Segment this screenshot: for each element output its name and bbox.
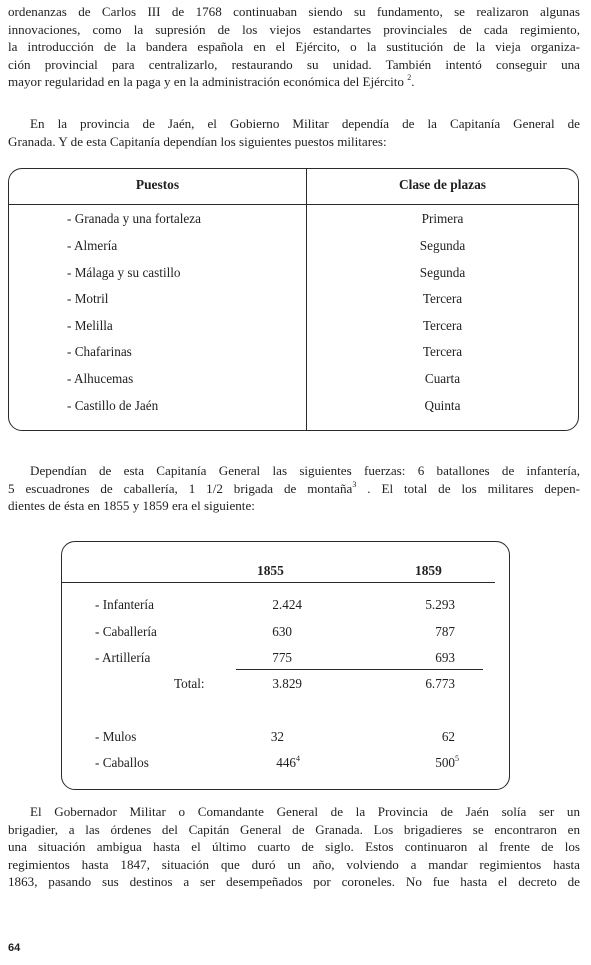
value-1859: 787 xyxy=(435,624,455,639)
value-1859: 62 xyxy=(441,729,455,744)
puestos-header: Puestos xyxy=(135,177,180,192)
text-line: dientes de ésta en 1855 y 1859 era el siguiente: xyxy=(8,498,255,513)
row-label: - Caballería xyxy=(95,624,157,639)
value-text: 446 xyxy=(276,755,296,770)
text-fragment: mayor regularidad en la paga y en la administración económica del Ejército xyxy=(8,74,404,89)
puesto-cell: - Granada y una fortaleza xyxy=(67,211,201,226)
puestos-table xyxy=(8,168,579,431)
header-rule xyxy=(62,582,495,583)
value-1855: 2.424 xyxy=(272,597,302,612)
text-line: brigadier, a las órdenes del Capitán General de Granada. Los brigadieres se encontraron en xyxy=(8,821,580,837)
puesto-cell: - Melilla xyxy=(67,318,113,333)
paragraph-4 xyxy=(8,803,580,891)
puesto-cell: - Alhucemas xyxy=(67,371,134,386)
text-line: El Gobernador Militar o Comandante General de la Provincia de Jaén solía ser un xyxy=(30,804,580,819)
value-1859: 693 xyxy=(435,650,455,665)
total-label: Total: xyxy=(174,676,205,691)
footnote-ref: 5 xyxy=(455,754,459,763)
text-line: una situación ambigua hasta el último cuarto de siglo. Estos continuaron al frente de los xyxy=(8,839,580,854)
paragraph-3 xyxy=(8,462,580,515)
clase-cell: Tercera xyxy=(422,291,463,306)
year-header-1855: 1855 xyxy=(257,563,284,578)
text-line: ordenanzas de Carlos III de 1768 continuaban siendo su fundamento, se realizaron algunas xyxy=(8,4,580,19)
text-line: mayor regularidad en la paga y en la administración económica del Ejército $^2$. xyxy=(8,73,415,89)
text-line: ción provincial para centralizarlo, restaurando su unidad. También intentó conseguir una xyxy=(8,56,580,72)
total-1855: 3.829 xyxy=(272,676,302,691)
clase-cell: Quinta xyxy=(424,398,461,413)
puesto-cell: - Motril xyxy=(67,291,109,306)
row-label: - Infantería xyxy=(95,597,154,612)
text-line: En la provincia de Jaén, el Gobierno Militar dependía de la Capitanía General de xyxy=(30,116,580,131)
puesto-cell: - Almería xyxy=(67,238,118,253)
value-1855: 775 xyxy=(272,650,292,665)
year-header-1859: 1859 xyxy=(415,563,442,578)
header-rule xyxy=(9,204,578,205)
total-rule xyxy=(236,669,483,670)
footnote-ref: 3 xyxy=(352,479,357,489)
text-line: la introducción de la bandera española en el Ejército, o la sustitución de la vieja organiza- xyxy=(8,39,580,54)
text-line xyxy=(8,480,580,498)
row-label: - Mulos xyxy=(95,729,137,744)
footnote-ref: 2 xyxy=(407,73,412,82)
text-line: innovaciones, como la supresión de los viejos estandartes provinciales de cada regimiento, xyxy=(8,21,580,37)
page-number: 64 xyxy=(8,942,21,954)
text-fragment: . El total de los militares depen- xyxy=(367,480,581,496)
clase-cell: Primera xyxy=(421,211,464,226)
clase-cell: Tercera xyxy=(422,344,463,359)
puesto-cell: - Castillo de Jaén xyxy=(67,398,159,413)
clase-cell: Segunda xyxy=(419,265,466,280)
row-label: - Artillería xyxy=(95,650,151,665)
clase-cell: Segunda xyxy=(419,238,466,253)
puesto-cell: - Chafarinas xyxy=(67,344,132,359)
value-text: 500 xyxy=(435,755,455,770)
value-1855: 32 xyxy=(270,729,284,744)
value-1859 xyxy=(374,755,459,771)
fuerzas-table xyxy=(61,541,510,790)
clase-cell: Cuarta xyxy=(424,371,461,386)
row-label: - Caballos xyxy=(95,755,149,770)
clase-header: Clase de plazas xyxy=(398,177,487,192)
value-1855 xyxy=(222,755,300,771)
total-1859: 6.773 xyxy=(425,676,455,691)
paragraph-2 xyxy=(8,115,580,150)
paragraph-1 xyxy=(8,3,580,91)
value-1859: 5.293 xyxy=(425,597,455,612)
puesto-cell: - Málaga y su castillo xyxy=(67,265,181,280)
text-fragment: 5 escuadrones de caballería, 1 1/2 brigada de montaña xyxy=(8,480,353,496)
text-line: Granada. Y de esta Capitanía dependían los siguientes puestos militares: xyxy=(8,133,387,149)
value-1855: 630 xyxy=(272,624,292,639)
footnote-ref: 4 xyxy=(296,754,300,763)
clase-cell: Tercera xyxy=(422,318,463,333)
text-line: Dependían de esta Capitanía General las siguientes fuerzas: 6 batallones de infantería, xyxy=(30,463,580,478)
text-line: 1863, pasando sus destinos a ser desempeñados por coroneles. No fue hasta el decreto de xyxy=(8,874,580,889)
text-line: regimientos hasta 1847, situación que duró un año, volviendo a mandar regimientos hasta xyxy=(8,856,580,872)
